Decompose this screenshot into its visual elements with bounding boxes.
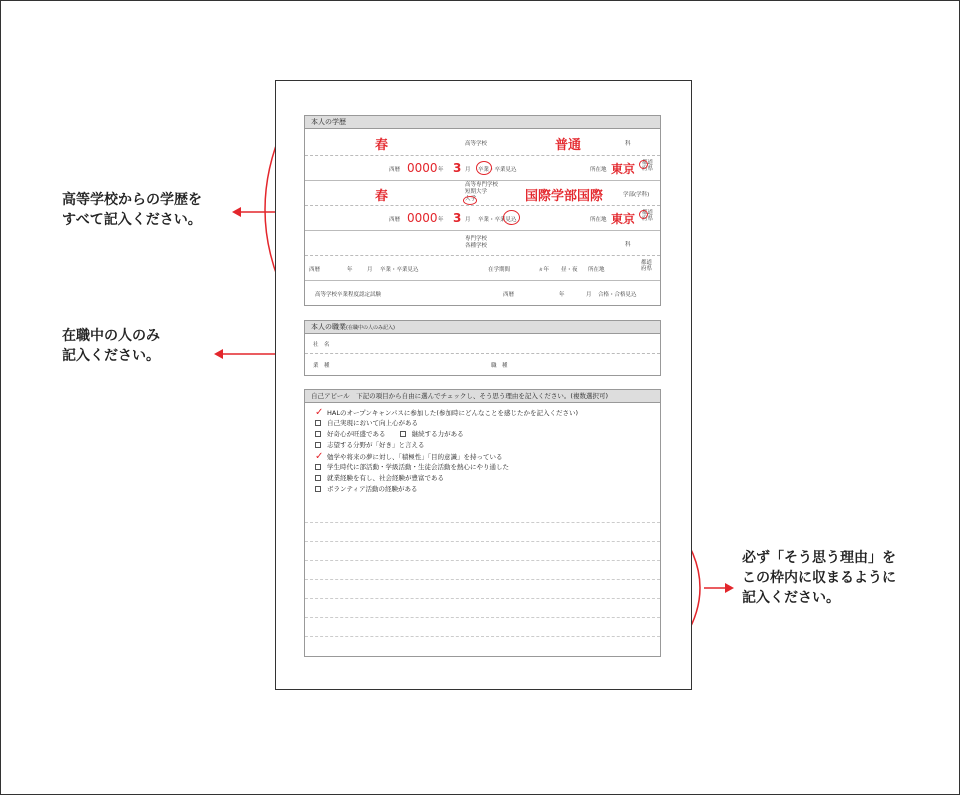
appeal-item[interactable] — [315, 485, 417, 494]
appeal-item[interactable] — [315, 463, 509, 472]
checkbox-icon — [315, 464, 321, 470]
hs-course: 普通 — [555, 138, 582, 153]
appeal-item-text: 就業経験を有し、社会経験が豊富である — [327, 474, 444, 482]
uni-grad: 卒業・卒業見込 — [478, 217, 517, 223]
checkbox-icon — [315, 475, 321, 481]
appeal-item[interactable] — [315, 474, 444, 483]
writing-line — [305, 522, 660, 523]
employment-header — [305, 321, 660, 334]
appeal-item-text: 自己実現において向上心がある — [327, 419, 418, 427]
voc-grad: 卒業・卒業見込 — [380, 267, 419, 273]
checkbox-icon — [315, 442, 321, 448]
appeal-item-text: 志望する分野が「好き」と言える — [327, 441, 425, 449]
exam-label: 高等学校卒業程度認定試験 — [315, 292, 382, 298]
exam-result: 合格・合格見込 — [598, 292, 637, 298]
uni-era: 西暦 — [389, 217, 401, 223]
appeal-header: 自己アピール 下記の項目から自由に選んでチェックし、そう思う理由を記入ください。(複数選択可) — [305, 390, 660, 403]
appeal-item-text: 勉学や将来の夢に対し、「積極性」「目的意識」を持っている — [327, 453, 503, 461]
voc-loc: 所在地 — [588, 267, 605, 273]
voc-row — [305, 231, 660, 256]
hs-grad: 卒業・卒業見込 — [478, 167, 517, 173]
hs-loc: 東京 — [611, 162, 636, 176]
uni-month: 3 — [453, 211, 462, 225]
appeal-item-text: 好奇心が旺盛である — [327, 430, 386, 438]
education-header: 本人の学歴 — [305, 116, 660, 129]
appeal-item-text: 学生時代に部活動・学級活動・生徒会活動を熱心にやり通した — [327, 463, 509, 471]
hs-grad-circle — [476, 161, 492, 175]
check-mark-icon: ✓ — [315, 407, 324, 418]
appeal-item-extra: 継続する力がある — [411, 430, 464, 438]
voc-era: 西暦 — [309, 267, 321, 273]
voc-years: ヵ年 — [538, 267, 550, 273]
arrowhead-history — [232, 207, 241, 217]
appeal-item[interactable] — [315, 441, 425, 450]
exam-era: 西暦 — [503, 292, 515, 298]
exam-row — [305, 281, 660, 306]
hs-type: 高等学校 — [465, 141, 488, 147]
uni-loc-label: 所在地 — [590, 217, 607, 223]
employment-note: (在職中の人のみ記入) — [346, 325, 395, 331]
appeal-section — [304, 389, 661, 657]
appeal-item[interactable] — [315, 430, 464, 439]
company-label: 社 名 — [313, 342, 330, 348]
company-row — [305, 334, 660, 354]
writing-line — [305, 598, 660, 599]
voc-year: 年 — [347, 267, 353, 273]
note-employment: 在職中の人のみ 記入ください。 — [62, 328, 160, 364]
uni-date-row — [305, 206, 660, 231]
uni-year: 0000 — [407, 211, 438, 225]
voc-daynight: 昼・夜 — [561, 267, 578, 273]
hs-era: 西暦 — [389, 167, 401, 173]
appeal-item[interactable] — [315, 408, 578, 418]
hs-pref: 都道 府県 — [642, 160, 654, 172]
writing-line — [305, 541, 660, 542]
arrowhead-employment — [214, 349, 223, 359]
employment-section — [304, 320, 661, 376]
uni-row — [305, 181, 660, 206]
industry-label: 業 種 — [313, 363, 330, 369]
uni-year-unit: 年 — [438, 217, 444, 223]
uni-month-unit: 月 — [465, 217, 471, 223]
note-appeal: 必ず「そう思う理由」を この枠内に収まるように 記入ください。 — [742, 550, 896, 606]
hs-pref-circle — [639, 160, 648, 169]
hs-date-row — [305, 156, 660, 181]
writing-line — [305, 617, 660, 618]
exam-year: 年 — [559, 292, 565, 298]
employment-title: 本人の職業 — [311, 323, 346, 331]
hs-month: 3 — [453, 161, 462, 175]
uni-grad-circle — [503, 210, 520, 225]
arrowhead-appeal — [725, 583, 734, 593]
checkbox-icon — [315, 431, 321, 437]
industry-row — [305, 354, 660, 374]
voc-period: 在学期間 — [488, 267, 511, 273]
uni-name: 春 — [375, 189, 389, 204]
check-mark-icon: ✓ — [315, 451, 324, 462]
hs-year-unit: 年 — [438, 167, 444, 173]
voc-pref: 都道 府県 — [641, 260, 653, 272]
hs-year: 0000 — [407, 161, 438, 175]
appeal-item[interactable] — [315, 452, 503, 462]
hs-month-unit: 月 — [465, 167, 471, 173]
appeal-item-text: HALのオープンキャンパスに参加した(参加時にどんなことを感じたかを記入ください) — [327, 409, 578, 417]
uni-loc: 東京 — [611, 212, 636, 226]
writing-line — [305, 560, 660, 561]
writing-line — [305, 579, 660, 580]
voc-type: 専門学校 各種学校 — [465, 236, 488, 249]
voc-date-row — [305, 256, 660, 281]
uni-type: 高等専門学校 短期大学 大学 — [465, 182, 499, 202]
job-label: 職 種 — [491, 363, 508, 369]
uni-dept: 国際学部国際 — [525, 189, 604, 204]
appeal-item[interactable] — [315, 419, 418, 428]
uni-type-circle — [463, 196, 477, 205]
note-history: 高等学校からの学歴を すべて記入ください。 — [62, 192, 202, 228]
exam-month: 月 — [586, 292, 592, 298]
appeal-item-text: ボランティア活動の経験がある — [327, 485, 418, 493]
writing-line — [305, 636, 660, 637]
uni-pref: 都道 府県 — [642, 210, 654, 222]
checkbox-icon — [400, 431, 406, 437]
hs-name: 春 — [375, 138, 389, 153]
education-section — [304, 115, 661, 306]
hs-loc-label: 所在地 — [590, 167, 607, 173]
uni-pref-circle — [639, 210, 648, 219]
hs-row — [305, 129, 660, 156]
hs-course-unit: 科 — [625, 141, 631, 147]
voc-unit: 科 — [625, 242, 631, 248]
checkbox-icon — [315, 486, 321, 492]
uni-dept-unit: 学部(学科) — [623, 192, 650, 198]
checkbox-icon — [315, 420, 321, 426]
voc-month: 月 — [367, 267, 373, 273]
